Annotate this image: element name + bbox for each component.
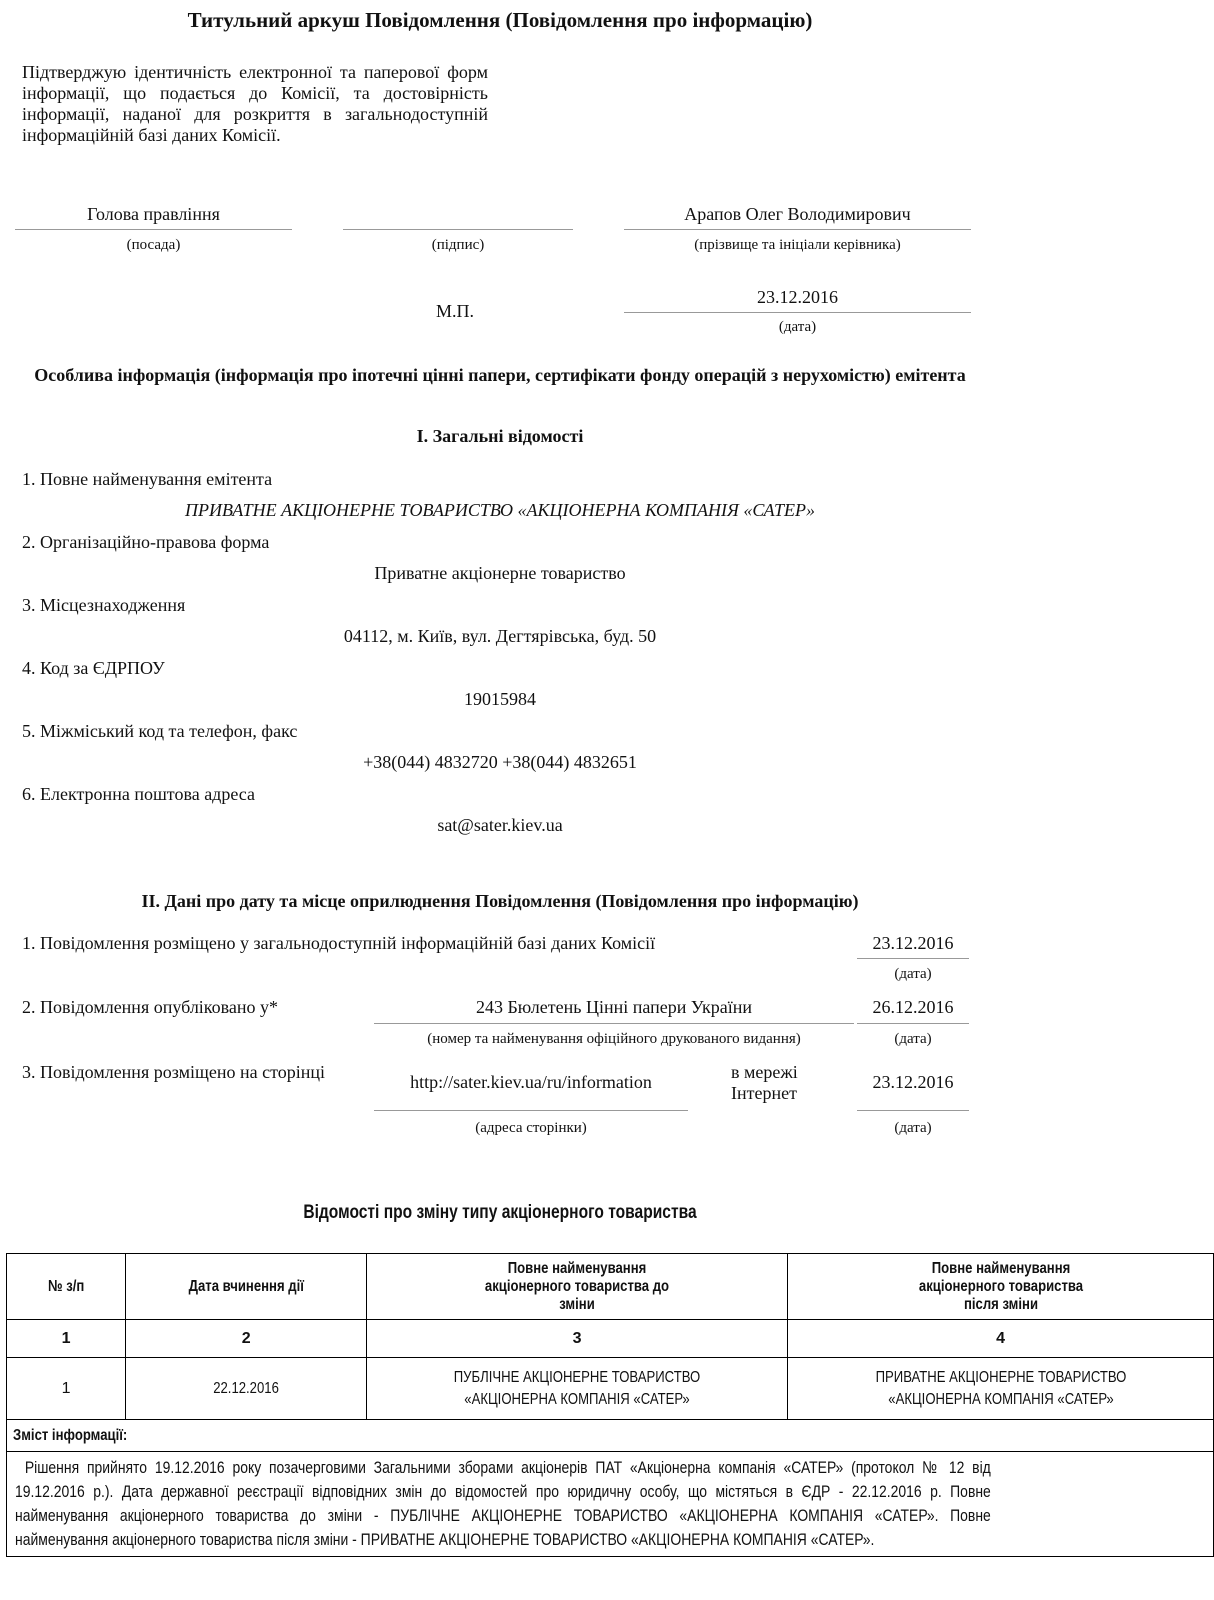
section2-title: II. Дані про дату та місце оприлюднення Повідомлення (Повідомлення про інформацію): [141, 891, 859, 911]
cell-number: 1: [7, 1358, 126, 1420]
db-date-caption: (дата): [894, 966, 932, 982]
header-name-before: Повне найменування акціонерного товариства до зміни: [367, 1254, 788, 1320]
signature-line: [343, 229, 573, 230]
field-label-email: 6. Електронна поштова адреса: [22, 784, 255, 804]
table-row: [7, 1358, 1214, 1420]
cell-name-before: ПУБЛІЧНЕ АКЦІОНЕРНЕ ТОВАРИСТВО «АКЦІОНЕРНА КОМПАНІЯ «САТЕР»: [367, 1358, 788, 1420]
date-underline: [624, 312, 971, 313]
col-number-4: 4: [788, 1320, 1214, 1358]
db-date-underline: [857, 958, 969, 959]
url-underline: [374, 1110, 688, 1111]
field-value-issuer-name: ПРИВАТНЕ АКЦІОНЕРНЕ ТОВАРИСТВО «АКЦІОНЕРНА КОМПАНІЯ «САТЕР»: [185, 500, 815, 520]
content-label-row: [7, 1420, 1214, 1452]
date-caption: (дата): [778, 319, 817, 335]
publication-date-caption: (дата): [894, 1031, 932, 1047]
col-number-3: 3: [367, 1320, 788, 1358]
webpage-url[interactable]: http://sater.kiev.ua/ru/information: [410, 1072, 652, 1092]
header-name-after: Повне найменування акціонерного товариства після зміни: [788, 1254, 1214, 1320]
change-type-table: [6, 1253, 1214, 1557]
internet-label: в мережі Інтернет: [731, 1062, 798, 1103]
director-name: Арапов Олег Володимирович: [684, 204, 911, 224]
webpage-label: 3. Повідомлення розміщено на сторінці: [22, 1062, 325, 1082]
position-value: Голова правління: [87, 204, 220, 224]
cell-action-date: 22.12.2016: [126, 1358, 367, 1420]
field-value-edrpou: 19015984: [464, 689, 536, 709]
name-underline: [624, 229, 971, 230]
stamp-label: М.П.: [435, 301, 474, 321]
published-in-label: 2. Повідомлення опубліковано у*: [22, 997, 279, 1017]
publication-caption: (номер та найменування офіційного друкованого видання): [427, 1031, 801, 1047]
publication-db-date: 23.12.2016: [872, 933, 954, 953]
publication-db-label: 1. Повідомлення розміщено у загальнодоступній інформаційній базі даних Комісії: [22, 933, 656, 953]
url-caption: (адреса сторінки): [475, 1120, 587, 1136]
field-label-location: 3. Місцезнаходження: [22, 595, 186, 615]
publication-date: 26.12.2016: [872, 997, 954, 1017]
field-value-phone: +38(044) 4832720 +38(044) 4832651: [363, 752, 637, 772]
content-label: Зміст інформації:: [7, 1420, 1214, 1452]
col-number-2: 2: [126, 1320, 367, 1358]
field-label-issuer-name: 1. Повне найменування емітента: [22, 469, 273, 489]
page-title: Титульний аркуш Повідомлення (Повідомлення про інформацію): [187, 8, 813, 32]
col-number-1: 1: [7, 1320, 126, 1358]
position-caption: (посада): [126, 237, 181, 253]
field-label-edrpou: 4. Код за ЄДРПОУ: [22, 658, 165, 678]
webpage-date: 23.12.2016: [872, 1072, 954, 1092]
confirmation-text: Підтверджую ідентичність електронної та паперової форм інформації, що подається до Комісії, та достовірність інформації, наданої для розкриття в загальнодоступній інформаційній базі даних Комісії.: [22, 62, 488, 145]
field-value-location: 04112, м. Київ, вул. Дегтярівська, буд. 50: [343, 626, 657, 646]
field-value-email: sat@sater.kiev.ua: [437, 815, 563, 835]
header-number: № з/п: [7, 1254, 126, 1320]
header-action-date: Дата вчинення дії: [126, 1254, 367, 1320]
field-label-phone: 5. Міжміський код та телефон, факс: [22, 721, 298, 741]
content-row: [7, 1452, 1214, 1557]
publication-underline: [374, 1023, 854, 1024]
table-number-row: [7, 1320, 1214, 1358]
field-value-legal-form: Приватне акціонерне товариство: [374, 563, 626, 583]
publication-name: 243 Бюлетень Цінні папери України: [475, 997, 753, 1017]
table-header-row: [7, 1254, 1214, 1320]
field-label-legal-form: 2. Організаційно-правова форма: [22, 532, 270, 552]
content-text: Рішення прийнято 19.12.2016 року позачерговими Загальними зборами акціонерів ПАТ «Акціонерна компанія «САТЕР» (протокол № 12 від 19.12.2016 р.). Дата державної реєстрації відповідних змін до відомостей про юридичну особу, що містяться в ЄДР - 22.12.2016 р. Повне найменування акціонерного товариства до зміни - ПУБЛІЧНЕ АКЦІОНЕРНЕ ТОВАРИСТВО «АКЦІОНЕРНА КОМПАНІЯ «САТЕР». Повне найменування акціонерного товариства після зміни - ПРИВАТНЕ АКЦІОНЕРНЕ ТОВАРИСТВО «АКЦІОНЕРНА КОМПАНІЯ «САТЕР».: [7, 1452, 1214, 1557]
name-caption: (прізвище та ініціали керівника): [694, 237, 901, 253]
special-info-title: Особлива інформація (інформація про іпотечні цінні папери, сертифікати фонду операцій з нерухомістю) емітента: [34, 365, 966, 385]
cell-name-after: ПРИВАТНЕ АКЦІОНЕРНЕ ТОВАРИСТВО «АКЦІОНЕРНА КОМПАНІЯ «САТЕР»: [788, 1358, 1214, 1420]
position-underline: [15, 229, 292, 230]
signature-caption: (підпис): [431, 237, 485, 253]
webpage-date-underline: [857, 1110, 969, 1111]
signature-date: 23.12.2016: [757, 287, 838, 307]
change-type-title: Відомості про зміну типу акціонерного товариства: [303, 1202, 697, 1223]
section1-title: I. Загальні відомості: [416, 426, 584, 446]
publication-date-underline: [857, 1023, 969, 1024]
webpage-date-caption: (дата): [894, 1120, 932, 1136]
